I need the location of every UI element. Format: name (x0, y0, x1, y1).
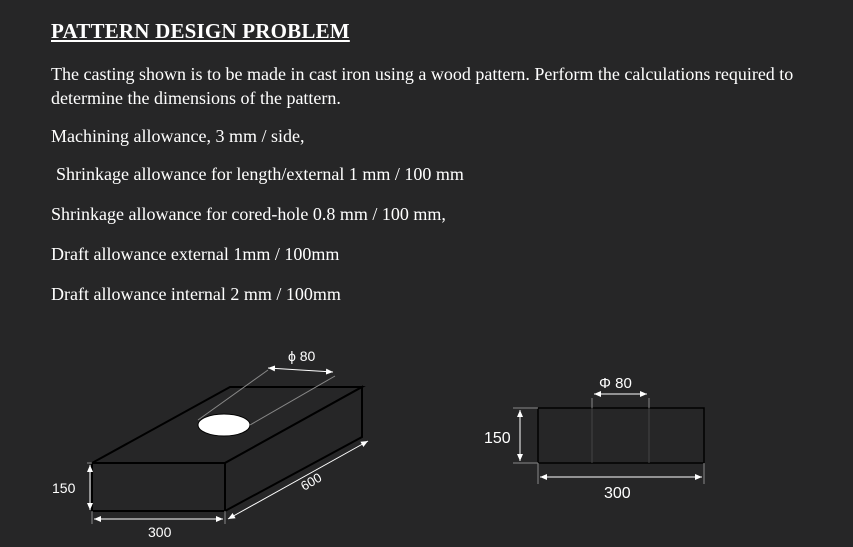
side-view (484, 375, 704, 502)
width-label: 300 (148, 524, 172, 540)
allowance-machining: Machining allowance, 3 mm / side, (51, 126, 305, 146)
page-title: PATTERN DESIGN PROBLEM (51, 19, 350, 43)
side-view-outline (538, 408, 704, 463)
allowance-draft-external: Draft allowance external 1mm / 100mm (51, 244, 340, 264)
length-label: 600 (298, 469, 325, 494)
side-hole-diameter-label: Φ 80 (599, 375, 632, 392)
allowance-shrinkage-cored-hole: Shrinkage allowance for cored-hole 0.8 mm / 100 mm, (51, 204, 446, 224)
problem-statement: The casting shown is to be made in cast iron using a wood pattern. Perform the calculations required to determine the dimensions of the pattern. (51, 64, 794, 108)
block-front-face (92, 463, 225, 511)
hole-diameter-label: ϕ 80 (288, 348, 316, 364)
isometric-view (52, 348, 368, 540)
side-height-label: 150 (484, 430, 511, 447)
cored-hole (198, 414, 250, 436)
allowance-shrinkage-external: Shrinkage allowance for length/external 1 mm / 100 mm (56, 164, 464, 184)
height-label: 150 (52, 480, 76, 496)
allowance-draft-internal: Draft allowance internal 2 mm / 100mm (51, 284, 341, 304)
side-width-label: 300 (604, 485, 631, 502)
hole-dimension-line (268, 368, 333, 372)
